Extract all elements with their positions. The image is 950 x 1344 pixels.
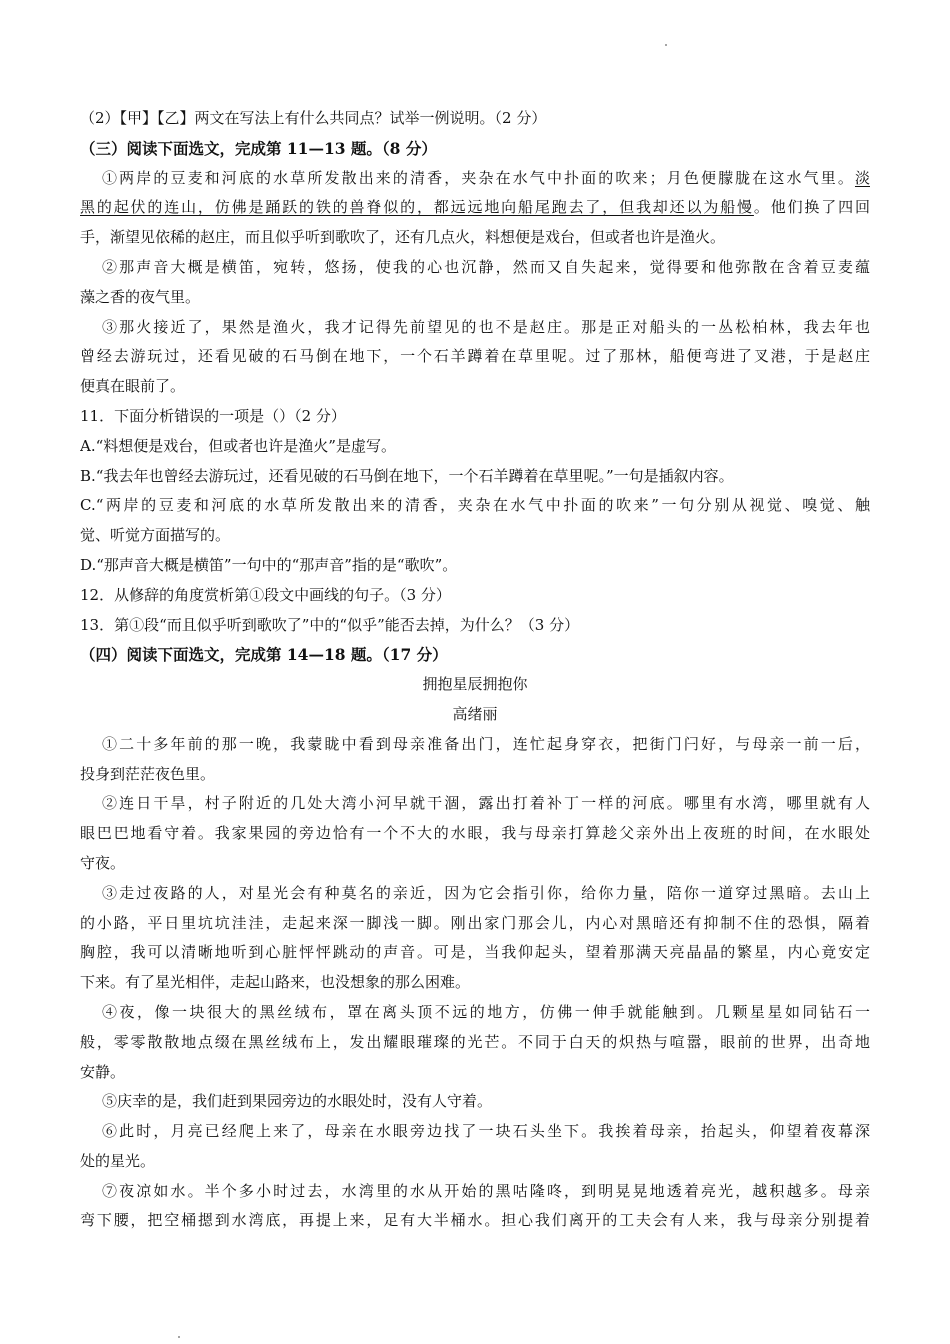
article-paragraph-3-line-1: ③走过夜路的人，对星光会有种莫名的亲近，因为它会指引你，给你力量，陪你一道穿过黑暗。去山上 [102, 883, 870, 902]
s3-p1-l2-underlined: 黑的起伏的连山，仿佛是踊跃的铁的兽脊似的，都远远地向船尾跑去了，但我却还以为船慢 [80, 198, 754, 217]
article-body [80, 730, 870, 1237]
article-paragraph-2-line-1: ②连日干旱，村子附近的几处大湾小河早就干涸，露出打着补丁一样的河底。哪里有水湾，哪里就有人 [102, 794, 870, 813]
s3-paragraph-1-line-2 [80, 193, 870, 223]
top-dot [665, 44, 667, 46]
article-paragraph-6-line-1: ⑥此时，月亮已经爬上来了，母亲在水眼旁边找了一块石头坐下。我挨着母亲，抬起头，仰望着夜幕深 [102, 1122, 870, 1141]
article-paragraph-2-line-3: 守夜。 [80, 853, 126, 872]
option-a: A.“料想便是戏台，但或者也许是渔火”是虚写。 [80, 436, 396, 455]
question-11: 11．下面分析错误的一项是（）（2 分） [80, 406, 346, 425]
option-d: D.“那声音大概是横笛”一句中的“那声音”指的是“歌吹”。 [80, 555, 458, 574]
option-c-line-2: 觉、听觉方面描写的。 [80, 526, 231, 545]
article-paragraph-4-line-1: ④夜，像一块很大的黑丝绒布，罩在离头顶不远的地方，仿佛一伸手就能触到。几颗星星如同钻石一 [102, 1002, 870, 1021]
option-c-line-1: C.“两岸的豆麦和河底的水草所发散出来的清香，夹杂在水气中扑面的吹来”一句分别从视觉、嗅觉、触 [80, 496, 870, 515]
article-paragraph-2-line-2: 眼巴巴地看守着。我家果园的旁边恰有一个不大的水眼，我与母亲打算趁父亲外出上夜班的时间，在水眼处 [80, 824, 870, 843]
s3-paragraph-3-line-3: 便真在眼前了。 [80, 377, 186, 396]
bottom-dot [178, 1336, 180, 1338]
section-3-heading: （三）阅读下面选文，完成第 11—13 题。（8 分） [80, 138, 437, 158]
article-paragraph-4-line-2: 般，零零散散地点缀在黑丝绒布上，发出耀眼璀璨的光芒。不同于白天的炽热与喧嚣，眼前的世界，出奇地 [80, 1032, 870, 1051]
article-paragraph-6-line-2: 处的星光。 [80, 1151, 156, 1170]
article-paragraph-5-line-1: ⑤庆幸的是，我们赶到果园旁边的水眼处时，没有人守着。 [102, 1092, 493, 1111]
article-title: 拥抱星辰拥抱你 [422, 675, 528, 694]
option-b: B.“我去年也曾经去游玩过，还看见破的石马倒在地下，一个石羊蹲着在草里呢。”一句是插叙内容。 [80, 466, 734, 485]
s3-paragraph-2-line-2: 藻之香的夜气里。 [80, 287, 201, 306]
question-12: 12．从修辞的角度赏析第①段文中画线的句子。（3 分） [80, 585, 451, 604]
article-paragraph-3-line-2: 的小路，平日里坑坑洼洼，走起来深一脚浅一脚。刚出家门那会儿，内心对黑暗还有抑制不住的恐惧，隔着 [80, 913, 870, 932]
s3-p1-l1-text: ①两岸的豆麦和河底的水草所发散出来的清香，夹杂在水气中扑面的吹来；月色便朦胧在这水气里。 [102, 168, 855, 187]
article-paragraph-1-line-2: 投身到茫茫夜色里。 [80, 764, 216, 783]
s3-paragraph-3-line-1: ③那火接近了，果然是渔火，我才记得先前望见的也不是赵庄。那是正对船头的一丛松柏林，我去年也 [102, 317, 870, 336]
article-paragraph-3-line-4: 下来。有了星光相伴，走起山路来，也没想象的那么困难。 [80, 973, 471, 992]
s3-paragraph-3-line-2: 曾经去游玩过，还看见破的石马倒在地下，一个石羊蹲着在草里呢。过了那林，船便弯进了叉港，于是赵庄 [80, 347, 870, 366]
article-paragraph-7-line-2: 弯下腰，把空桶摁到水湾底，再提上来，足有大半桶水。担心我们离开的工夫会有人来，我与母亲分别提着 [80, 1211, 870, 1230]
s3-paragraph-1-line-3: 手，渐望见依稀的赵庄，而且似乎听到歌吹了，还有几点火，料想便是戏台，但或者也许是渔火。 [80, 228, 726, 247]
article-paragraph-7-line-1: ⑦夜凉如水。半个多小时过去，水湾里的水从开始的黑咕隆咚，到明晃晃地透着亮光，越积越多。母亲 [102, 1181, 870, 1200]
s3-p1-l2-text: 。他们换了四回 [753, 198, 870, 217]
s3-paragraph-2-line-1: ②那声音大概是横笛，宛转，悠扬，使我的心也沉静，然而又自失起来，觉得要和他弥散在含着豆麦蕴 [102, 257, 870, 276]
question-13: 13．第①段“而且似乎听到歌吹了”中的“似乎”能否去掉，为什么？（3 分） [80, 615, 580, 634]
article-paragraph-3-line-3: 胸腔，我可以清晰地听到心脏怦怦跳动的声音。可是，当我仰起头，望着那满天亮晶晶的繁星，内心竟安定 [80, 943, 870, 962]
document-page [80, 104, 870, 1236]
section-4-heading: （四）阅读下面选文，完成第 14—18 题。（17 分） [80, 645, 448, 665]
article-paragraph-4-line-3: 安静。 [80, 1062, 126, 1081]
question-10-2: （2）【甲】【乙】两文在写法上有什么共同点？试举一例说明。（2 分） [80, 109, 547, 127]
article-paragraph-1-line-1: ①二十多年前的那一晚，我蒙眬中看到母亲准备出门，连忙起身穿衣，把街门闩好，与母亲一前一后， [102, 734, 870, 753]
article-author: 高绪丽 [452, 704, 498, 723]
s3-paragraph-1-line-1 [80, 164, 870, 194]
s3-p1-l1-underlined: 淡 [854, 168, 870, 187]
